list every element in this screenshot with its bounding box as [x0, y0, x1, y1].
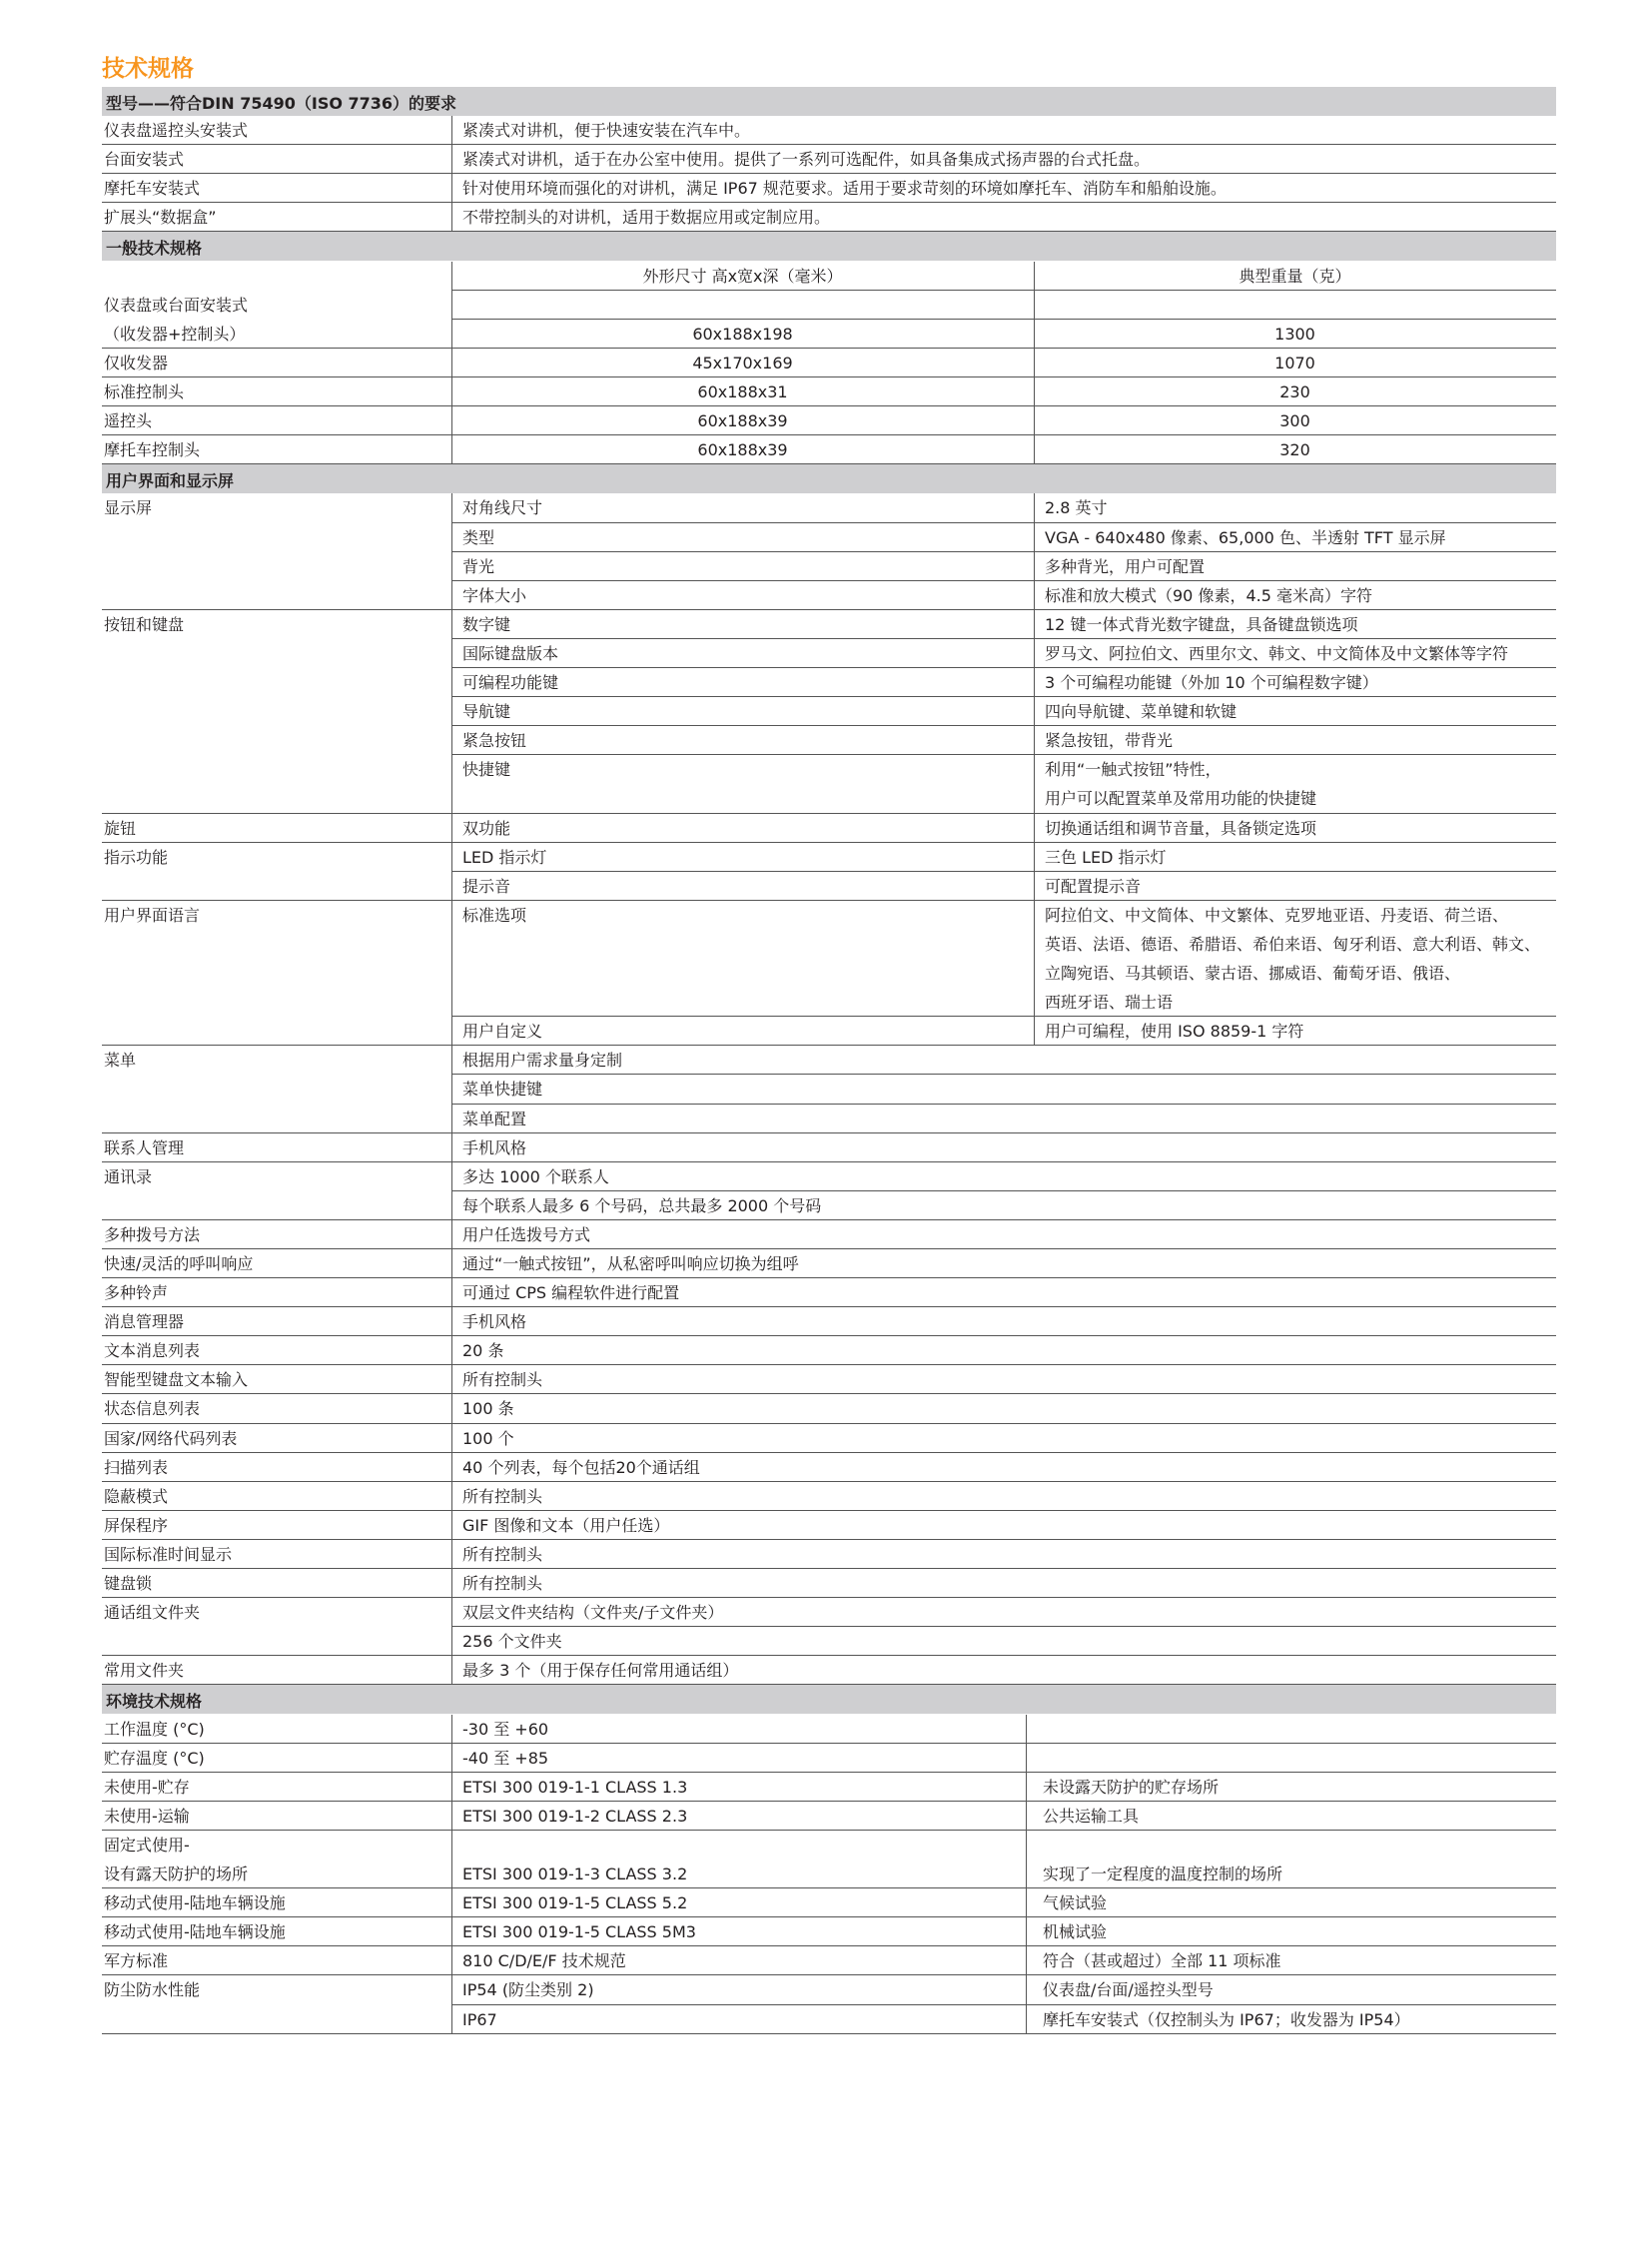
row-item: IP54 (防尘类别 2)	[462, 1980, 594, 1999]
row-item: 背光	[462, 557, 495, 576]
row-label: 贮存温度 (°C)	[104, 1749, 205, 1768]
row-value: GIF 图像和文本（用户任选）	[462, 1516, 670, 1535]
row-item: ETSI 300 019-1-5 CLASS 5M3	[462, 1922, 696, 1941]
dimension-value: 45x170x169	[692, 354, 793, 373]
row-label: 常用文件夹	[104, 1661, 185, 1680]
weight-value: 1070	[1274, 354, 1315, 373]
row-value: 紧凑式对讲机，适于在办公室中使用。提供了一系列可选配件，如具备集成式扬声器的台式托盘。	[462, 150, 1151, 169]
row-value: 西班牙语、瑞士语	[1045, 993, 1174, 1012]
row-item: IP67	[462, 2010, 497, 2029]
section-title: 环境技术规格	[106, 1692, 203, 1711]
row-label: 国家/网络代码列表	[104, 1429, 238, 1448]
row-value: 紧凑式对讲机，便于快速安装在汽车中。	[462, 121, 751, 140]
dimension-value: 60x188x31	[697, 382, 788, 401]
section-bar-general	[102, 232, 1556, 261]
column-divider	[451, 116, 452, 232]
row-item: 快捷键	[462, 760, 511, 779]
weight-value: 300	[1279, 411, 1310, 430]
row-value: 用户可以配置菜单及常用功能的快捷键	[1045, 789, 1317, 808]
column-divider	[451, 493, 452, 1046]
row-label: 屏保程序	[104, 1516, 169, 1535]
row-label: 工作温度 (°C)	[104, 1720, 205, 1739]
row-value: 40 个列表，每个包括20个通话组	[462, 1458, 700, 1477]
column-divider	[1026, 1715, 1027, 2034]
row-value: 菜单快捷键	[462, 1080, 543, 1099]
row-label: 台面安装式	[104, 150, 185, 169]
row-value: 菜单配置	[462, 1110, 527, 1128]
section-title: 一般技术规格	[106, 239, 203, 258]
row-value: 100 条	[462, 1399, 514, 1418]
row-label: 设有露天防护的场所	[104, 1865, 249, 1883]
row-label: 消息管理器	[104, 1312, 185, 1331]
dimension-value: 60x188x198	[692, 325, 793, 344]
row-item: ETSI 300 019-1-5 CLASS 5.2	[462, 1893, 688, 1912]
column-divider	[1034, 493, 1035, 1046]
row-value: 紧急按钮，带背光	[1045, 731, 1174, 750]
row-value: 所有控制头	[462, 1487, 543, 1506]
row-label: 防尘防水性能	[104, 1980, 201, 1999]
row-value: 2.8 英寸	[1045, 498, 1108, 517]
row-value: 实现了一定程度的温度控制的场所	[1043, 1865, 1283, 1883]
row-value: 通过“一触式按钮”，从私密呼叫响应切换为组呼	[462, 1254, 799, 1273]
row-label: 国际标准时间显示	[104, 1545, 233, 1564]
row-label: 扩展头“数据盒”	[104, 208, 217, 227]
row-value: 每个联系人最多 6 个号码，总共最多 2000 个号码	[462, 1196, 822, 1215]
weight-value: 230	[1279, 382, 1310, 401]
row-value: 标准和放大模式（90 像素，4.5 毫米高）字符	[1045, 586, 1372, 605]
row-value: 机械试验	[1043, 1922, 1108, 1941]
row-item: 紧急按钮	[462, 731, 527, 750]
row-label: 移动式使用-陆地车辆设施	[104, 1922, 286, 1941]
row-value: 针对使用环境而强化的对讲机，满足 IP67 规范要求。适用于要求苛刻的环境如摩托车、消防车和船舶设施。	[462, 179, 1227, 198]
row-item: ETSI 300 019-1-1 CLASS 1.3	[462, 1778, 688, 1797]
row-label: 旋钮	[104, 819, 137, 838]
row-label: 状态信息列表	[104, 1399, 201, 1418]
row-label: 摩托车安装式	[104, 179, 201, 198]
row-value: 最多 3 个（用于保存任何常用通话组）	[462, 1661, 739, 1680]
row-value: 切换通话组和调节音量，具备锁定选项	[1045, 819, 1317, 838]
row-label: 指示功能	[104, 848, 169, 867]
row-label: 标准控制头	[104, 382, 185, 401]
row-value: 手机风格	[462, 1312, 527, 1331]
row-label: 固定式使用-	[104, 1836, 190, 1855]
row-value: 仪表盘/台面/遥控头型号	[1043, 1980, 1214, 1999]
row-value: 12 键一体式背光数字键盘，具备键盘锁选项	[1045, 615, 1358, 634]
column-header: 典型重量（克）	[1239, 267, 1351, 286]
row-item: -30 至 +60	[462, 1720, 549, 1739]
section-bar-ui	[102, 464, 1556, 493]
row-item: ETSI 300 019-1-2 CLASS 2.3	[462, 1807, 688, 1826]
row-value: 所有控制头	[462, 1370, 543, 1389]
row-item: 国际键盘版本	[462, 644, 559, 663]
row-label: 键盘锁	[104, 1574, 153, 1593]
row-value: 阿拉伯文、中文简体、中文繁体、克罗地亚语、丹麦语、荷兰语、	[1045, 906, 1509, 925]
row-item: 导航键	[462, 702, 511, 721]
row-value: 可通过 CPS 编程软件进行配置	[462, 1283, 680, 1302]
column-header: 外形尺寸 高x宽x深（毫米）	[642, 267, 843, 286]
row-value: 气候试验	[1043, 1893, 1108, 1912]
section-bar-model	[102, 87, 1556, 116]
section-title: 型号——符合DIN 75490（ISO 7736）的要求	[106, 94, 457, 113]
row-value: VGA - 640x480 像素、65,000 色、半透射 TFT 显示屏	[1045, 528, 1446, 547]
row-label: 摩托车控制头	[104, 440, 201, 459]
row-item: 可编程功能键	[462, 673, 559, 692]
row-value: 用户可编程，使用 ISO 8859-1 字符	[1045, 1022, 1304, 1041]
row-item: -40 至 +85	[462, 1749, 549, 1768]
row-value: 所有控制头	[462, 1574, 543, 1593]
row-label: 显示屏	[104, 498, 153, 517]
row-label: 按钮和键盘	[104, 615, 185, 634]
page-title: 技术规格	[102, 56, 194, 82]
row-label: 军方标准	[104, 1951, 169, 1970]
column-divider	[1034, 262, 1035, 465]
column-divider	[451, 1715, 452, 2034]
row-value: 多种背光，用户可配置	[1045, 557, 1206, 576]
row-item: 数字键	[462, 615, 511, 634]
row-value: 英语、法语、德语、希腊语、希伯来语、匈牙利语、意大利语、韩文、	[1045, 935, 1541, 954]
row-value: 不带控制头的对讲机，适用于数据应用或定制应用。	[462, 208, 831, 227]
row-item: 类型	[462, 528, 495, 547]
dimension-value: 60x188x39	[697, 411, 788, 430]
row-value: 所有控制头	[462, 1545, 543, 1564]
column-divider	[451, 262, 452, 465]
row-item: 字体大小	[462, 586, 527, 605]
row-value: 罗马文、阿拉伯文、西里尔文、韩文、中文简体及中文繁体等字符	[1045, 644, 1509, 663]
row-value: 符合（甚或超过）全部 11 项标准	[1043, 1951, 1281, 1970]
row-label: 文本消息列表	[104, 1341, 201, 1360]
row-value: 可配置提示音	[1045, 877, 1142, 896]
section-title: 用户界面和显示屏	[106, 471, 235, 490]
row-value: 利用“一触式按钮”特性，	[1045, 760, 1222, 779]
row-value: 四向导航键、菜单键和软键	[1045, 702, 1238, 721]
weight-value: 320	[1279, 440, 1310, 459]
row-label: 多种拨号方法	[104, 1225, 201, 1244]
dimension-value: 60x188x39	[697, 440, 788, 459]
weight-value: 1300	[1274, 325, 1315, 344]
row-label: 未使用-贮存	[104, 1778, 190, 1797]
row-item: 标准选项	[462, 906, 527, 925]
row-divider	[451, 290, 1556, 291]
row-value: 双层文件夹结构（文件夹/子文件夹）	[462, 1603, 724, 1622]
row-value: 256 个文件夹	[462, 1632, 562, 1651]
row-value: 三色 LED 指示灯	[1045, 848, 1167, 867]
row-value: 100 个	[462, 1429, 514, 1448]
row-value: 未设露天防护的贮存场所	[1043, 1778, 1220, 1797]
row-label: 菜单	[104, 1051, 137, 1070]
row-value: 手机风格	[462, 1138, 527, 1157]
row-value: 20 条	[462, 1341, 504, 1360]
row-label: 智能型键盘文本输入	[104, 1370, 249, 1389]
row-divider	[102, 2033, 1556, 2034]
row-label: 用户界面语言	[104, 906, 201, 925]
row-label: 扫描列表	[104, 1458, 169, 1477]
row-value: 3 个可编程功能键（外加 10 个可编程数字键）	[1045, 673, 1378, 692]
row-label: 快速/灵活的呼叫响应	[104, 1254, 254, 1273]
row-item: 对角线尺寸	[462, 498, 543, 517]
row-label: 隐蔽模式	[104, 1487, 169, 1506]
row-label: 联系人管理	[104, 1138, 185, 1157]
row-label: 仅收发器	[104, 354, 169, 373]
row-label: 多种铃声	[104, 1283, 169, 1302]
row-item: 提示音	[462, 877, 511, 896]
section-bar-environment	[102, 1685, 1556, 1714]
column-divider	[451, 1046, 452, 1685]
row-label: 仪表盘或台面安装式	[104, 296, 249, 315]
row-label: 通话组文件夹	[104, 1603, 201, 1622]
row-label: 仪表盘遥控头安装式	[104, 121, 249, 140]
row-value: 根据用户需求量身定制	[462, 1051, 623, 1070]
row-label: 遥控头	[104, 411, 153, 430]
row-value: 摩托车安装式（仅控制头为 IP67；收发器为 IP54）	[1043, 2010, 1410, 2029]
row-label: 移动式使用-陆地车辆设施	[104, 1893, 286, 1912]
row-value: 公共运输工具	[1043, 1807, 1140, 1826]
row-label: 通讯录	[104, 1167, 153, 1186]
row-value: 用户任选拨号方式	[462, 1225, 591, 1244]
row-item: ETSI 300 019-1-3 CLASS 3.2	[462, 1865, 688, 1883]
row-item: LED 指示灯	[462, 848, 547, 867]
row-label: （收发器+控制头）	[104, 325, 246, 344]
row-value: 多达 1000 个联系人	[462, 1167, 609, 1186]
row-item: 用户自定义	[462, 1022, 543, 1041]
row-value: 立陶宛语、马其顿语、蒙古语、挪威语、葡萄牙语、俄语、	[1045, 964, 1461, 983]
row-label: 未使用-运输	[104, 1807, 190, 1826]
row-item: 双功能	[462, 819, 511, 838]
row-item: 810 C/D/E/F 技术规范	[462, 1951, 626, 1970]
